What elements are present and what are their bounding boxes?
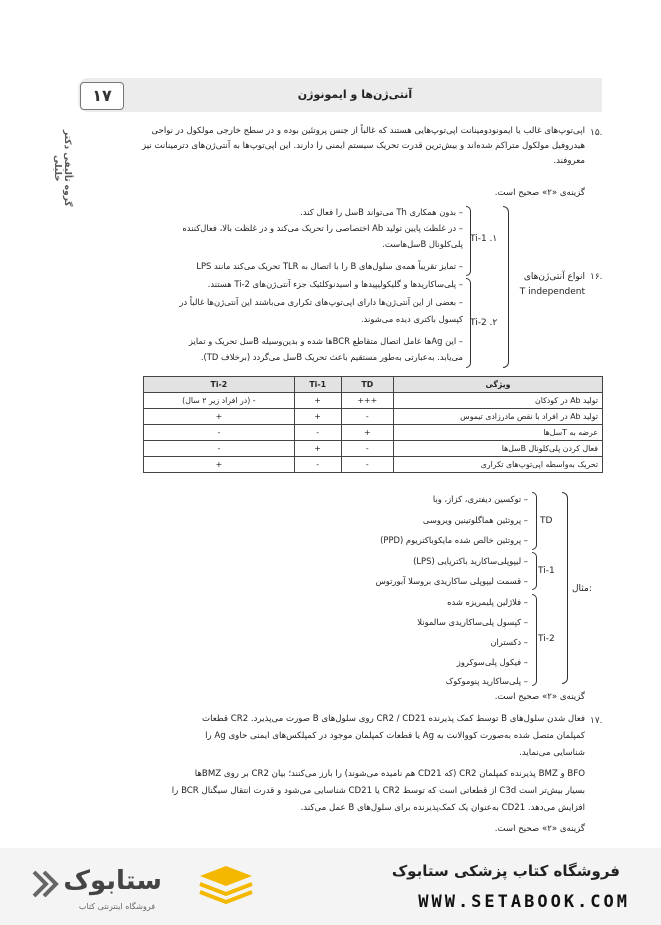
shop-url[interactable]: WWW.SETABOOK.COM	[418, 892, 630, 912]
ti1-example-item: – قسمت لیپوپلی ساکاریدی بروسلا آبورتوس	[375, 576, 528, 586]
ti2-item: – این Agها عامل اتصال متقاطع BCRها شده و بدین‌وسیله Bسل تحریک و تمایز	[188, 336, 463, 346]
examples-label: مثال:	[572, 584, 592, 594]
td-example-item: – پروتئین خالص شده مایکوباکتریوم (PPD)	[380, 535, 528, 545]
examples-brace	[562, 492, 568, 684]
question-17-line: شناسایی می‌نماید.	[519, 748, 585, 758]
ti2-item: – بعضی از این آنتی‌ژن‌ها دارای اپی‌توپ‌های تکراری می‌باشند این آنتی‌ژن‌ها غالباً در	[179, 297, 463, 307]
table-cell: +++	[341, 393, 393, 409]
table-cell: -	[144, 441, 295, 457]
question-number-16: ۱۶.	[590, 272, 603, 282]
group-label: انواع آنتی‌ژن‌های	[523, 272, 585, 282]
group-brace	[503, 206, 509, 368]
question-15-answer: گزینه‌ی «۲» صحیح است.	[494, 188, 585, 198]
ti2-example-label: Ti-2	[538, 634, 555, 644]
question-17-line: بسیار بیش‌تر است C3d از قطعاتی است که توسط CR2 یا CD21 شناسایی می‌شود و قدرت انتقال سیگنال BCR را	[171, 786, 585, 796]
logo-text: ستابوک	[63, 866, 162, 896]
ti2-brace	[466, 278, 471, 368]
ti2-item: می‌یابد. به‌عبارتی به‌طور مستقیم باعث تحریک Bسل می‌گردد (برخلاف TD).	[200, 352, 463, 362]
table-header-row	[144, 377, 603, 393]
ti2-item: کپسول باکتری دیده می‌شوند.	[360, 314, 463, 324]
ti2-ex-brace	[532, 594, 537, 686]
table-cell: -	[144, 425, 295, 441]
td-brace	[532, 492, 537, 550]
ti1-item: – تمایز تقریباً همه‌ی سلول‌های B را با اتصال به TLR تحریک می‌کند مانند LPS	[196, 261, 463, 271]
table-row	[144, 457, 603, 473]
side-label: گروه تألیفی دکتر خلیلی	[52, 129, 72, 207]
question-number-17: ۱۷.	[590, 716, 603, 726]
ti2-example-item: – دکستران	[490, 637, 528, 647]
table-cell: -	[294, 425, 341, 441]
table-header: TD	[341, 377, 393, 393]
ti2-example-item: – فیکول پلی‌سوکروز	[456, 657, 528, 667]
table-cell: -	[294, 457, 341, 473]
table-cell: تولید Ab در افراد با نقص مادرزادی تیموس	[394, 409, 603, 425]
table-cell: تولید Ab در کودکان	[394, 393, 603, 409]
table-row	[144, 425, 603, 441]
question-17-line: BFO و BMZ پذیرنده کمپلمان CR2 (که CD21 هم نامیده می‌شوند) را بارز می‌کنند؛ بیان CR2 بر روی BMZها	[194, 769, 585, 779]
question-17-answer: گزینه‌ی «۲» صحیح است.	[494, 824, 585, 834]
table-cell: +	[294, 409, 341, 425]
td-example-label: TD	[540, 516, 553, 526]
table-cell: فعال کردن پلی‌کلونال Bسل‌ها	[394, 441, 603, 457]
table-cell: - (در افراد زیر ۲ سال)	[144, 393, 295, 409]
running-title: آنتی‌ژن‌ها و ایمونوژن	[297, 88, 413, 101]
group-label-sub: T independent	[519, 287, 585, 297]
ti1-item: پلی‌کلونال Bسل‌هاست.	[382, 239, 463, 249]
ti1-example-label: Ti-1	[538, 566, 555, 576]
ti2-example-item: – کپسول پلی‌ساکاریدی سالمونلا	[417, 617, 528, 627]
ti1-item: – در غلظت پایین تولید Ab اختصاصی را تحریک می‌کند و در غلظت بالا، فعال‌کننده	[182, 223, 463, 233]
question-17-line: کمپلمان متصل شده به‌صورت کووالانت به Ag یا قطعات کمپلمان موجود در کمپلکس‌های ایمنی حاوی Ag را	[205, 731, 585, 741]
ti1-item: – بدون همکاری Th می‌تواند Bسل را فعال کند.	[300, 207, 463, 217]
table-row	[144, 441, 603, 457]
table-header: Ti-1	[294, 377, 341, 393]
table-cell: +	[341, 425, 393, 441]
table-row	[144, 393, 603, 409]
ti1-example-item: – لیپوپلی‌ساکارید باکتریایی (LPS)	[413, 556, 528, 566]
table-cell: -	[341, 441, 393, 457]
table-cell: +	[144, 457, 295, 473]
shop-title: فروشگاه کتاب پزشکی ستابوک	[391, 862, 620, 880]
table-header: Ti-2	[144, 377, 295, 393]
ti2-example-item: – پلی‌ساکارید پنوموکوک	[445, 676, 528, 686]
td-example-item: – توکسین دیفتری، کزاز، وبا	[432, 494, 528, 504]
logo-subtitle: فروشگاه اینترنتی کتاب	[78, 902, 156, 911]
question-17-line: فعال شدن سلول‌های B توسط کمک پذیرنده CR2 / CD21 روی سلول‌های B صورت می‌پذیرد. CR2 قطعات	[201, 714, 585, 724]
question-17-line: افزایش می‌دهد. CD21 به‌عنوان یک کمک‌پذیرنده برای سلول‌های B عمل می‌کند.	[300, 803, 585, 813]
ti2-item: – پلی‌ساکاریدها و گلیکولیپیدها و اسیدنوکلئیک جزء آنتی‌ژن‌های Ti-2 هستند.	[207, 279, 463, 289]
ti2-label: Ti-2 .۲	[470, 318, 498, 328]
table-cell: عرضه به Tسل‌ها	[394, 425, 603, 441]
table-cell: تحریک به‌واسطه اپی‌توپ‌های تکراری	[394, 457, 603, 473]
page-number: ۱۷	[80, 82, 124, 110]
question-number-15: ۱۵.	[590, 128, 603, 138]
ti1-brace	[466, 206, 471, 276]
table-cell: +	[294, 393, 341, 409]
table-row	[144, 409, 603, 425]
ti1-ex-brace	[532, 552, 537, 590]
table-cell: -	[341, 409, 393, 425]
question-16-answer: گزینه‌ی «۲» صحیح است.	[494, 692, 585, 702]
td-example-item: – پروتئین هماگلوتینین ویروسی	[422, 515, 528, 525]
table-cell: -	[341, 457, 393, 473]
table-header: ویژگی	[394, 377, 603, 393]
ti1-label: Ti-1 .۱	[470, 234, 498, 244]
table-cell: +	[294, 441, 341, 457]
ti2-example-item: – فلاژلین پلیمریزه شده	[447, 597, 528, 607]
comparison-table	[143, 376, 603, 473]
table-cell: +	[144, 409, 295, 425]
question-15-text: اپی‌توپ‌های غالب یا ایمونودومینانت اپی‌توپ‌هایی هستند که غالباً از جنس پروتئین بوده و در سطح خارجی مولکول در نواحی هیدروفیل مولکول متراکم شده‌اند و بیش‌ترین قدرت تحریک سیستم ایمنی را دارند. این اپی‌توپ‌ها به آنتی‌ژن‌های دترمینانت نیز معروفند.	[141, 126, 585, 166]
